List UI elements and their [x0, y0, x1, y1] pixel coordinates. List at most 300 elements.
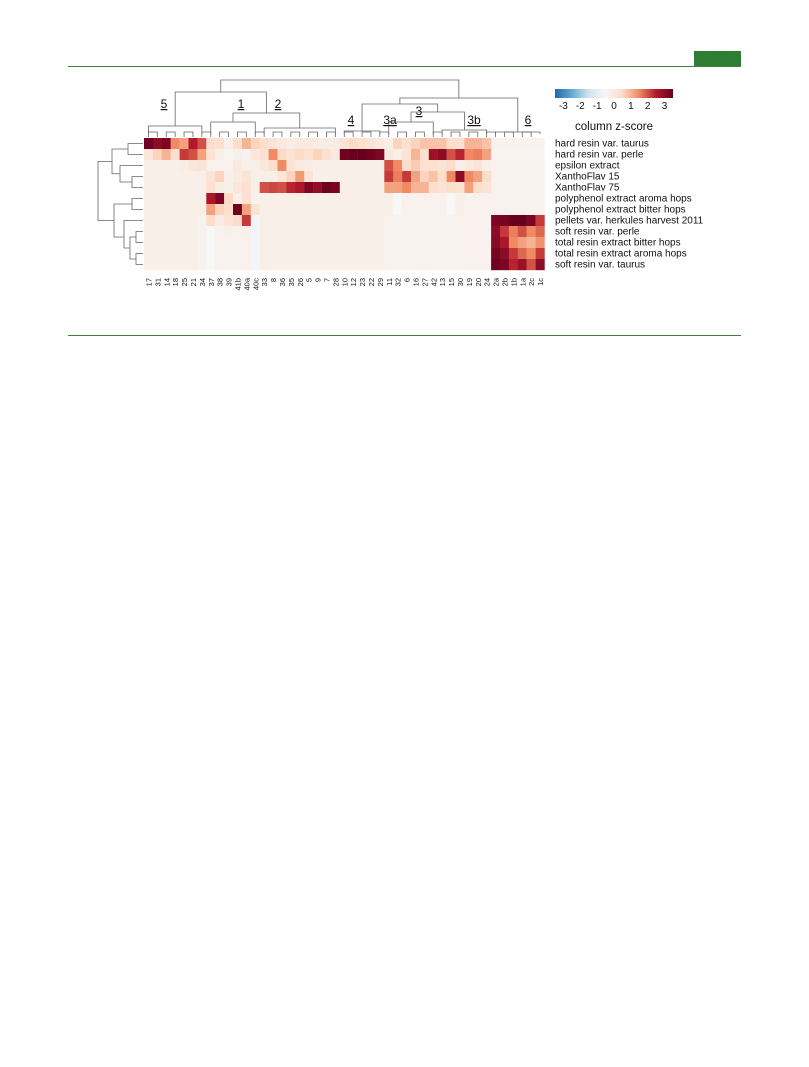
heatmap-cell	[527, 215, 536, 226]
heatmap-cell	[260, 259, 269, 270]
column-label: 26	[295, 278, 305, 287]
heatmap-cell	[384, 259, 393, 270]
heatmap-cell	[375, 204, 384, 215]
heatmap-cell	[331, 248, 340, 259]
dendrogram-link	[166, 132, 175, 137]
heatmap-cell	[367, 138, 376, 149]
heatmap-cell	[509, 138, 518, 149]
heatmap-cell	[527, 259, 536, 270]
heatmap-cell	[358, 160, 367, 171]
heatmap-cell	[269, 160, 278, 171]
heatmap-cell	[189, 259, 198, 270]
heatmap-cell	[286, 237, 295, 248]
column-label: 13	[438, 278, 448, 287]
row-label: hard resin var. perle	[555, 149, 644, 161]
heatmap-cell	[411, 138, 420, 149]
heatmap-cell	[411, 215, 420, 226]
heatmap-cell	[491, 259, 500, 270]
heatmap-cell	[322, 160, 331, 171]
heatmap-cell	[509, 226, 518, 237]
heatmap-cell	[358, 226, 367, 237]
heatmap-cell	[375, 193, 384, 204]
heatmap-cell	[384, 160, 393, 171]
heatmap-cell	[286, 204, 295, 215]
column-label: 32	[393, 278, 403, 287]
heatmap-cell	[206, 193, 215, 204]
heatmap-cell	[153, 149, 162, 160]
heatmap-cell	[473, 248, 482, 259]
heatmap-cell	[375, 171, 384, 182]
heatmap-cell	[313, 193, 322, 204]
heatmap-cell	[349, 138, 358, 149]
heatmap-cell	[260, 204, 269, 215]
heatmap-cell	[233, 215, 242, 226]
heatmap-cell	[295, 215, 304, 226]
dendrogram-link	[233, 113, 300, 128]
heatmap-cell	[482, 193, 491, 204]
heatmap-cell	[438, 193, 447, 204]
heatmap-cell	[180, 259, 189, 270]
heatmap-cell	[278, 215, 287, 226]
row-label: XanthoFlav 15	[555, 171, 620, 183]
heatmap-figure	[0, 0, 809, 340]
heatmap-cell	[482, 160, 491, 171]
heatmap-cell	[260, 215, 269, 226]
heatmap-cell	[189, 171, 198, 182]
heatmap-cell	[447, 182, 456, 193]
heatmap-cell	[358, 259, 367, 270]
column-label: 29	[375, 278, 385, 287]
heatmap-cell	[456, 160, 465, 171]
heatmap-cell	[242, 215, 251, 226]
heatmap-cell	[518, 193, 527, 204]
heatmap-cell	[491, 138, 500, 149]
heatmap-cell	[429, 171, 438, 182]
heatmap-cell	[384, 204, 393, 215]
dendrogram-link	[487, 132, 496, 137]
heatmap-cell	[340, 215, 349, 226]
heatmap-cell	[500, 160, 509, 171]
heatmap-cell	[242, 237, 251, 248]
heatmap-cell	[233, 160, 242, 171]
heatmap-cell	[304, 248, 313, 259]
heatmap-cell	[349, 248, 358, 259]
heatmap-cell	[233, 237, 242, 248]
heatmap-cell	[233, 182, 242, 193]
heatmap-cell	[144, 259, 153, 270]
heatmap-cell	[464, 160, 473, 171]
heatmap-cell	[349, 182, 358, 193]
heatmap-cell	[162, 193, 171, 204]
heatmap-cell	[269, 193, 278, 204]
heatmap-cell	[215, 215, 224, 226]
heatmap-cell	[491, 226, 500, 237]
heatmap-cell	[411, 171, 420, 182]
heatmap-cell	[500, 149, 509, 160]
heatmap-cell	[224, 226, 233, 237]
heatmap-cell	[304, 204, 313, 215]
heatmap-cell	[260, 237, 269, 248]
heatmap-cells	[144, 138, 545, 270]
heatmap-cell	[153, 171, 162, 182]
heatmap-cell	[349, 171, 358, 182]
heatmap-cell	[278, 171, 287, 182]
dendrogram-link	[291, 132, 300, 137]
heatmap-cell	[197, 171, 206, 182]
column-dendrogram	[148, 80, 540, 137]
heatmap-cell	[367, 182, 376, 193]
heatmap-cell	[242, 226, 251, 237]
heatmap-cell	[251, 237, 260, 248]
heatmap-cell	[313, 204, 322, 215]
heatmap-cell	[402, 226, 411, 237]
legend-tick-label: 1	[628, 101, 634, 112]
heatmap-cell	[429, 215, 438, 226]
heatmap-cell	[304, 182, 313, 193]
heatmap-cell	[269, 248, 278, 259]
heatmap-cell	[144, 204, 153, 215]
heatmap-cell	[491, 237, 500, 248]
heatmap-cell	[456, 138, 465, 149]
heatmap-cell	[411, 149, 420, 160]
heatmap-cell	[447, 259, 456, 270]
heatmap-cell	[536, 248, 545, 259]
heatmap-cell	[180, 160, 189, 171]
dendrogram-link	[433, 132, 442, 137]
heatmap-cell	[536, 259, 545, 270]
heatmap-cell	[206, 149, 215, 160]
heatmap-cell	[251, 204, 260, 215]
column-label: 16	[411, 278, 421, 287]
heatmap-cell	[215, 160, 224, 171]
heatmap-cell	[144, 160, 153, 171]
heatmap-cell	[375, 259, 384, 270]
heatmap-cell	[180, 193, 189, 204]
row-label: soft resin var. taurus	[555, 259, 646, 271]
heatmap-cell	[269, 226, 278, 237]
heatmap-cell	[438, 259, 447, 270]
heatmap-cell	[189, 182, 198, 193]
heatmap-cell	[349, 259, 358, 270]
heatmap-cell	[189, 149, 198, 160]
heatmap-cell	[402, 138, 411, 149]
heatmap-cell	[438, 248, 447, 259]
column-label: 20	[473, 278, 483, 287]
heatmap-cell	[295, 160, 304, 171]
heatmap-cell	[171, 171, 180, 182]
heatmap-cell	[384, 215, 393, 226]
heatmap-cell	[393, 259, 402, 270]
column-label: 18	[171, 278, 181, 287]
row-label: soft resin var. perle	[555, 226, 640, 238]
row-label: pellets var. herkules harvest 2011	[555, 215, 704, 227]
column-label: 34	[197, 278, 207, 287]
heatmap-cell	[393, 149, 402, 160]
cluster-label: 3	[415, 104, 423, 118]
legend-title: column z-score	[575, 121, 653, 133]
heatmap-cell	[304, 149, 313, 160]
legend-tick-label: 3	[661, 101, 668, 112]
cluster-label: 1	[237, 97, 245, 111]
heatmap-cell	[473, 149, 482, 160]
column-label: 2a	[491, 278, 501, 287]
heatmap-cell	[349, 160, 358, 171]
heatmap-cell	[233, 149, 242, 160]
heatmap-cell	[153, 182, 162, 193]
heatmap-cell	[384, 248, 393, 259]
heatmap-cell	[189, 215, 198, 226]
heatmap-cell	[197, 193, 206, 204]
heatmap-cell	[331, 226, 340, 237]
heatmap-cell	[518, 138, 527, 149]
heatmap-cell	[242, 149, 251, 160]
heatmap-cell	[295, 149, 304, 160]
heatmap-cell	[206, 138, 215, 149]
heatmap-cell	[420, 204, 429, 215]
heatmap-cell	[340, 149, 349, 160]
cluster-label: 4	[347, 113, 355, 127]
dendrogram-link	[184, 132, 193, 137]
heatmap-cell	[464, 248, 473, 259]
heatmap-cell	[189, 160, 198, 171]
heatmap-cell	[482, 226, 491, 237]
column-label: 35	[286, 278, 296, 287]
legend-tick-label: -1	[592, 101, 602, 112]
heatmap-cell	[242, 193, 251, 204]
heatmap-cell	[420, 182, 429, 193]
heatmap-cell	[340, 204, 349, 215]
legend-tick-label: -3	[558, 101, 568, 112]
heatmap-cell	[242, 248, 251, 259]
heatmap-cell	[180, 138, 189, 149]
heatmap-cell	[402, 248, 411, 259]
heatmap-cell	[233, 138, 242, 149]
column-label: 42	[429, 278, 439, 287]
heatmap-cell	[420, 138, 429, 149]
heatmap-cell	[438, 171, 447, 182]
heatmap-cell	[260, 171, 269, 182]
heatmap-cell	[527, 248, 536, 259]
dendrogram-link	[175, 92, 266, 126]
heatmap-cell	[286, 171, 295, 182]
heatmap-cell	[340, 182, 349, 193]
heatmap-cell	[260, 193, 269, 204]
heatmap-cell	[233, 226, 242, 237]
heatmap-cell	[509, 204, 518, 215]
heatmap-cell	[438, 160, 447, 171]
heatmap-cell	[171, 259, 180, 270]
dendrogram-link	[362, 132, 371, 137]
heatmap-cell	[206, 259, 215, 270]
heatmap-cell	[189, 138, 198, 149]
heatmap-cell	[224, 215, 233, 226]
dendrogram-link	[255, 132, 264, 137]
cluster-label: 3b	[467, 113, 481, 127]
heatmap-cell	[420, 171, 429, 182]
heatmap-cell	[420, 237, 429, 248]
heatmap-cell	[251, 215, 260, 226]
heatmap-cell	[429, 259, 438, 270]
heatmap-cell	[144, 215, 153, 226]
heatmap-cell	[473, 226, 482, 237]
heatmap-cell	[224, 248, 233, 259]
heatmap-cell	[251, 193, 260, 204]
column-label: 33	[260, 278, 270, 287]
heatmap-cell	[251, 160, 260, 171]
heatmap-cell	[473, 204, 482, 215]
heatmap-cell	[331, 237, 340, 248]
column-label: 2c	[527, 278, 537, 286]
heatmap-cell	[313, 160, 322, 171]
heatmap-cell	[233, 259, 242, 270]
heatmap-cell	[367, 193, 376, 204]
heatmap-cell	[278, 182, 287, 193]
heatmap-cell	[144, 193, 153, 204]
heatmap-cell	[278, 193, 287, 204]
heatmap-cell	[197, 237, 206, 248]
heatmap-cell	[286, 138, 295, 149]
heatmap-cell	[206, 160, 215, 171]
heatmap-cell	[536, 171, 545, 182]
heatmap-cell	[233, 204, 242, 215]
heatmap-cell	[269, 215, 278, 226]
column-label: 40c	[251, 278, 261, 291]
heatmap-cell	[313, 215, 322, 226]
heatmap-cell	[473, 171, 482, 182]
heatmap-cell	[295, 226, 304, 237]
heatmap-cell	[295, 237, 304, 248]
heatmap-cell	[197, 149, 206, 160]
column-label: 1a	[518, 278, 528, 287]
heatmap-cell	[322, 215, 331, 226]
heatmap-cell	[180, 182, 189, 193]
cluster-label: 3a	[383, 113, 397, 127]
heatmap-cell	[491, 149, 500, 160]
heatmap-cell	[224, 160, 233, 171]
heatmap-cell	[367, 204, 376, 215]
heatmap-cell	[180, 204, 189, 215]
heatmap-cell	[491, 160, 500, 171]
heatmap-cell	[144, 182, 153, 193]
heatmap-cell	[429, 182, 438, 193]
heatmap-cell	[367, 226, 376, 237]
heatmap-cell	[260, 160, 269, 171]
heatmap-cell	[447, 149, 456, 160]
column-label: 38	[215, 278, 225, 287]
heatmap-cell	[242, 171, 251, 182]
heatmap-cell	[456, 149, 465, 160]
heatmap-cell	[375, 138, 384, 149]
heatmap-cell	[491, 204, 500, 215]
heatmap-cell	[375, 149, 384, 160]
heatmap-cell	[153, 237, 162, 248]
heatmap-cell	[278, 237, 287, 248]
heatmap-cell	[180, 215, 189, 226]
heatmap-cell	[251, 171, 260, 182]
heatmap-cell	[420, 215, 429, 226]
heatmap-cell	[349, 226, 358, 237]
heatmap-cell	[286, 149, 295, 160]
heatmap-cell	[286, 193, 295, 204]
heatmap-cell	[340, 226, 349, 237]
dendrogram-link	[309, 132, 318, 137]
heatmap-cell	[420, 193, 429, 204]
column-label: 19	[464, 278, 474, 287]
heatmap-cell	[180, 171, 189, 182]
heatmap-cell	[197, 215, 206, 226]
dendrogram-link	[130, 237, 136, 259]
heatmap-cell	[269, 149, 278, 160]
heatmap-cell	[313, 138, 322, 149]
heatmap-cell	[473, 138, 482, 149]
heatmap-cell	[420, 259, 429, 270]
legend-tick-label: 0	[611, 101, 617, 112]
heatmap-cell	[358, 171, 367, 182]
heatmap-cell	[527, 171, 536, 182]
heatmap-cell	[144, 226, 153, 237]
column-labels	[144, 277, 545, 290]
heatmap-cell	[153, 259, 162, 270]
column-label: 14	[162, 278, 172, 287]
heatmap-cell	[269, 204, 278, 215]
heatmap-cell	[464, 226, 473, 237]
heatmap-cell	[171, 193, 180, 204]
heatmap-cell	[331, 160, 340, 171]
dendrogram-link	[469, 132, 478, 137]
heatmap-cell	[518, 171, 527, 182]
heatmap-cell	[411, 237, 420, 248]
heatmap-cell	[447, 204, 456, 215]
heatmap-cell	[429, 160, 438, 171]
heatmap-cell	[322, 226, 331, 237]
heatmap-cell	[215, 171, 224, 182]
heatmap-cell	[518, 160, 527, 171]
heatmap-cell	[536, 160, 545, 171]
heatmap-cell	[215, 193, 224, 204]
heatmap-cell	[527, 149, 536, 160]
heatmap-cell	[367, 259, 376, 270]
heatmap-cell	[464, 237, 473, 248]
heatmap-cell	[358, 237, 367, 248]
heatmap-cell	[393, 248, 402, 259]
heatmap-cell	[500, 215, 509, 226]
dendrogram-link	[496, 132, 541, 134]
heatmap-cell	[464, 193, 473, 204]
heatmap-cell	[367, 248, 376, 259]
bottom-rule	[68, 335, 741, 336]
heatmap-cell	[251, 226, 260, 237]
heatmap-cell	[420, 160, 429, 171]
heatmap-cell	[456, 259, 465, 270]
heatmap-cell	[402, 182, 411, 193]
heatmap-cell	[447, 193, 456, 204]
heatmap-cell	[393, 226, 402, 237]
heatmap-cell	[447, 226, 456, 237]
heatmap-cell	[411, 204, 420, 215]
column-label: 39	[224, 278, 234, 287]
heatmap-cell	[402, 171, 411, 182]
heatmap-cell	[189, 226, 198, 237]
heatmap-cell	[322, 171, 331, 182]
heatmap-cell	[144, 237, 153, 248]
heatmap-cell	[278, 226, 287, 237]
dendrogram-link	[344, 132, 353, 137]
heatmap-cell	[197, 248, 206, 259]
heatmap-cell	[518, 149, 527, 160]
column-label: 7	[322, 278, 332, 283]
heatmap-cell	[358, 193, 367, 204]
heatmap-cell	[162, 138, 171, 149]
